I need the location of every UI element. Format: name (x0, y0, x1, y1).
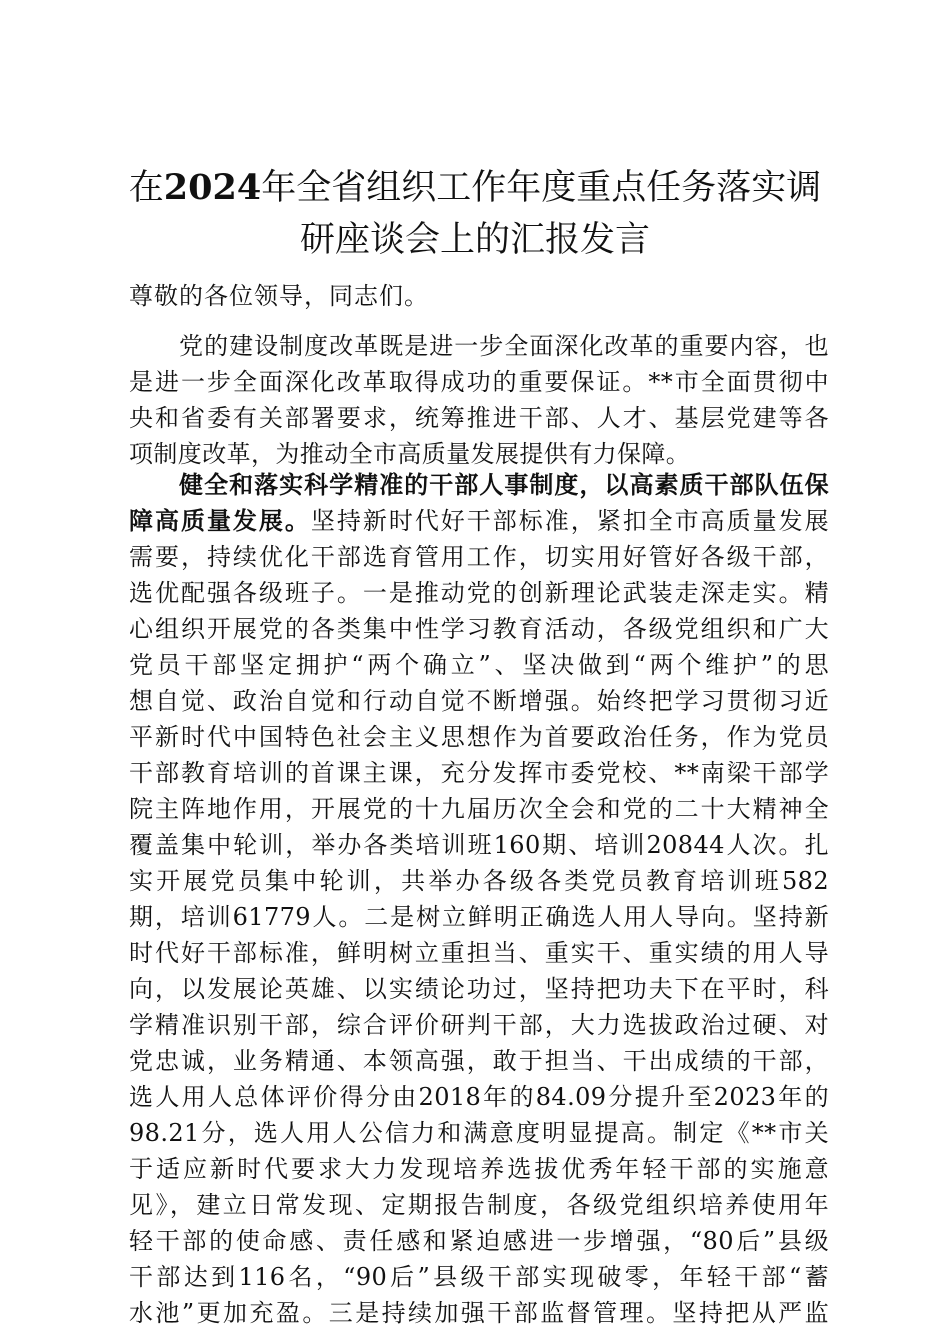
paragraph-line: 党的建设制度改革既是进一步全面深化改革的重要内容，也 (129, 332, 829, 360)
paragraph-line: 党员干部坚定拥护“两个确立”、坚决做到“两个维护”的思 (129, 651, 829, 679)
paragraph-line: 于适应新时代要求大力发现培养选拔优秀年轻干部的实施意 (129, 1155, 829, 1183)
paragraph-line: 向，以发展论英雄、以实绩论功过，坚持把功夫下在平时，科 (129, 975, 829, 1003)
document-title (120, 162, 830, 266)
section-heading-end: 障高质量发展。 (129, 506, 311, 535)
title-line-1 (120, 162, 830, 214)
section-heading-line: 健全和落实科学精准的干部人事制度，以高素质干部队伍保 (129, 470, 829, 499)
paragraph-line: 选优配强各级班子。一是推动党的创新理论武装走深走实。精 (129, 579, 829, 607)
title-prefix: 在 (128, 168, 164, 208)
paragraph-line: 院主阵地作用，开展党的十九届历次全会和党的二十大精神全 (129, 795, 829, 823)
paragraph-line: 实开展党员集中轮训，共举办各级各类党员教育培训班582 (129, 867, 829, 895)
paragraph-line: 学精准识别干部，综合评价研判干部，大力选拔政治过硬、对 (129, 1011, 829, 1039)
paragraph-line: 心组织开展党的各类集中性学习教育活动，各级党组织和广大 (129, 615, 829, 643)
title-suffix: 年全省组织工作年度重点任务落实调 (261, 168, 822, 208)
paragraph-line: 需要，持续优化干部选育管用工作，切实用好管好各级干部， (129, 543, 829, 571)
paragraph-1 (129, 328, 829, 472)
paragraph-text: 坚持新时代好干部标准，紧扣全市高质量发展 (310, 507, 829, 535)
paragraph-line: 项制度改革，为推动全市高质量发展提供有力保障。 (129, 440, 691, 468)
paragraph-line: 干部达到116名，“90后”县级干部实现破零，年轻干部“蓄 (129, 1263, 829, 1291)
paragraph-line (129, 503, 829, 539)
greeting: 尊敬的各位领导，同志们。 (129, 282, 429, 310)
paragraph-line: 干部教育培训的首课主课，充分发挥市委党校、**南梁干部学 (129, 759, 829, 787)
paragraph-line: 覆盖集中轮训，举办各类培训班160期、培训20844人次。扎 (129, 831, 829, 859)
paragraph-line: 期，培训61779人。二是树立鲜明正确选人用人导向。坚持新 (129, 903, 829, 931)
paragraph-2 (129, 467, 829, 1331)
title-year: 2024 (163, 167, 262, 208)
paragraph-line: 选人用人总体评价得分由2018年的84.09分提升至2023年的 (129, 1083, 829, 1111)
paragraph-line: 是进一步全面深化改革取得成功的重要保证。**市全面贯彻中 (129, 368, 829, 396)
paragraph-line: 轻干部的使命感、责任感和紧迫感进一步增强，“80后”县级 (129, 1227, 829, 1255)
paragraph-line: 平新时代中国特色社会主义思想作为首要政治任务，作为党员 (129, 723, 829, 751)
paragraph-line: 想自觉、政治自觉和行动自觉不断增强。始终把学习贯彻习近 (129, 687, 829, 715)
paragraph-line: 党忠诚，业务精通、本领高强，敢于担当、干出成绩的干部， (129, 1047, 829, 1075)
paragraph-line: 见》，建立日常发现、定期报告制度，各级党组织培养使用年 (129, 1191, 829, 1219)
title-line-2: 研座谈会上的汇报发言 (299, 220, 650, 260)
paragraph-line: 水池”更加充盈。三是持续加强干部监督管理。坚持把从严监 (129, 1299, 829, 1327)
paragraph-line: 央和省委有关部署要求，统筹推进干部、人才、基层党建等各 (129, 404, 829, 432)
paragraph-line: 时代好干部标准，鲜明树立重担当、重实干、重实绩的用人导 (129, 939, 829, 967)
paragraph-line: 98.21分，选人用人公信力和满意度明显提高。制定《**市关 (129, 1119, 829, 1147)
